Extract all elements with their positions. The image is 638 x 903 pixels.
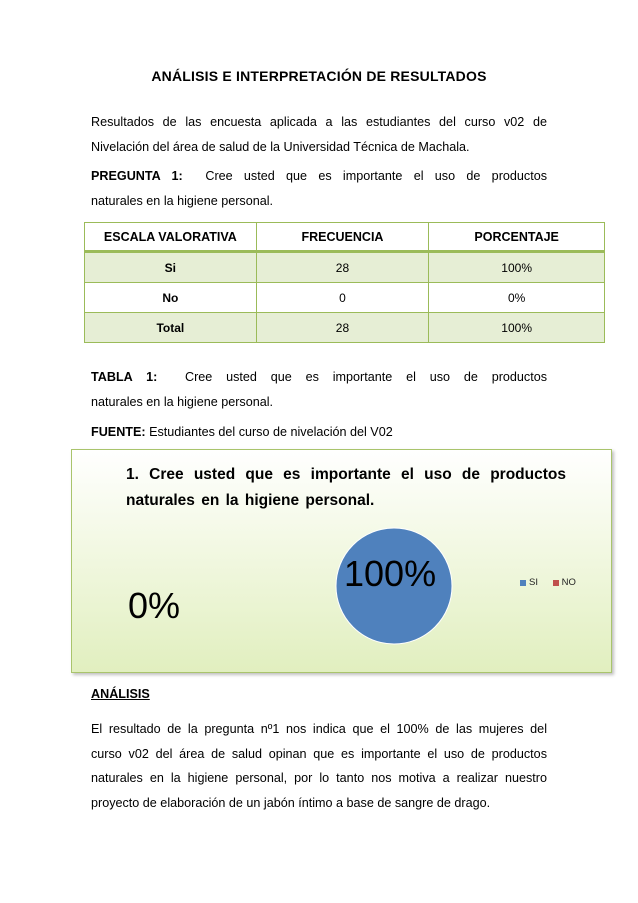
cell-scale: Total — [85, 313, 257, 343]
legend-swatch-no — [553, 580, 559, 586]
table-row — [85, 283, 605, 313]
chart-legend — [520, 577, 588, 589]
caption-label: TABLA 1: — [91, 370, 158, 384]
pie-chart — [71, 449, 612, 673]
cell-scale: Si — [85, 252, 257, 283]
question-paragraph — [91, 164, 547, 214]
header-escala: ESCALA VALORATIVA — [85, 223, 257, 252]
page-title: ANÁLISIS E INTERPRETACIÓN DE RESULTADOS — [151, 68, 487, 84]
table-row — [85, 252, 605, 283]
question-line — [91, 164, 547, 189]
cell-percentage: 100% — [429, 252, 605, 283]
analysis-line: proyecto de elaboración de un jabón íntimo a base de sangre de drago. — [91, 795, 491, 810]
intro-line: Nivelación del área de salud de la Universidad Técnica de Machala. — [91, 140, 470, 154]
intro-paragraph — [91, 110, 547, 160]
legend-swatch-si — [520, 580, 526, 586]
table-caption — [91, 365, 547, 415]
intro-line: Resultados de las encuesta aplicada a las estudiantes del curso v02 de — [91, 115, 547, 129]
caption-line: naturales en la higiene personal. — [91, 395, 274, 409]
cell-frequency: 28 — [256, 252, 429, 283]
legend-label-si: SI — [529, 577, 538, 588]
chart-title-line: 1. Cree usted que es importante el uso de productos — [126, 466, 566, 483]
analysis-paragraph — [91, 717, 547, 815]
pie-chart-svg — [72, 450, 611, 672]
cell-frequency: 28 — [256, 313, 429, 343]
legend-item-si — [520, 577, 538, 588]
analysis-line: El resultado de la pregunta nº1 nos indica que el 100% de las mujeres del — [91, 722, 547, 736]
cell-scale: No — [85, 283, 257, 313]
analysis-heading: ANÁLISIS — [91, 687, 150, 701]
cell-percentage: 0% — [429, 283, 605, 313]
legend-label-no: NO — [561, 577, 576, 588]
caption-text: Cree usted que es importante el uso de productos — [184, 370, 547, 384]
analysis-line: curso v02 del área de salud opinan que es importante el uso de productos — [91, 746, 547, 761]
legend-item-no — [553, 577, 576, 588]
question-line: naturales en la higiene personal. — [91, 194, 274, 208]
chart-title-line: naturales en la higiene personal. — [126, 492, 375, 509]
table-header-row — [85, 223, 605, 252]
question-text: Cree usted que es importante el uso de productos — [205, 169, 547, 183]
source-text: Estudiantes del curso de nivelación del V02 — [149, 425, 393, 439]
source-label: FUENTE: — [91, 425, 146, 439]
table-row — [85, 313, 605, 343]
results-table — [84, 222, 605, 343]
header-porcentaje: PORCENTAJE — [429, 223, 605, 252]
data-label-si: 100% — [344, 553, 437, 594]
source-text-line — [91, 420, 547, 445]
analysis-line: naturales en la higiene personal, por lo tanto nos motiva a realizar nuestro — [91, 771, 547, 785]
header-frecuencia: FRECUENCIA — [256, 223, 429, 252]
cell-frequency: 0 — [256, 283, 429, 313]
caption-line — [91, 365, 547, 390]
data-label-no: 0% — [128, 585, 181, 626]
source-line — [91, 420, 547, 445]
analysis-heading-block — [91, 682, 547, 707]
question-label: PREGUNTA 1: — [91, 169, 183, 183]
cell-percentage: 100% — [429, 313, 605, 343]
